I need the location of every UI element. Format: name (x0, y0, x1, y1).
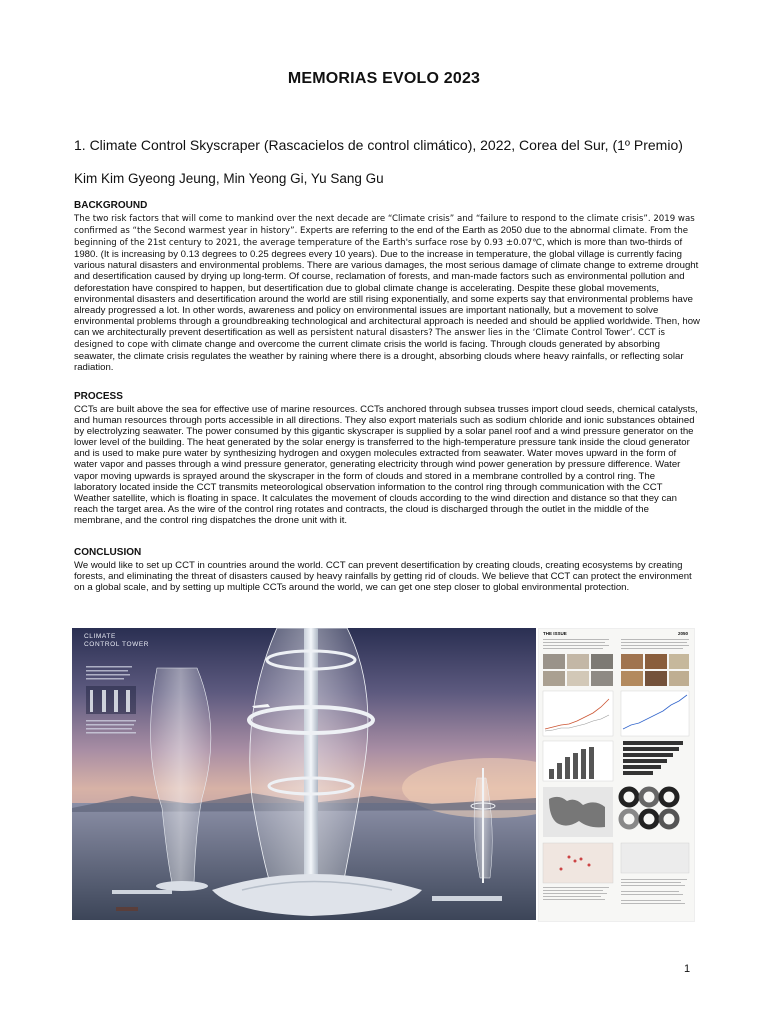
background-text-1: The two risk factors that will come to mankind over the next decade are “Climate crisis” and “failure to respond to the climate crisis”. 2019 was confirmed as “the Second warmest year in history”. Experts (74, 214, 695, 237)
poster-title (84, 633, 149, 649)
background-heading: BACKGROUND (74, 200, 148, 211)
process-section (74, 391, 700, 526)
background-section (74, 200, 700, 373)
background-text-3: climate. From the beginning of the 21st century to 2021, the average temperature of the Earth's surface rose by 0.93 ±0.07℃ (74, 226, 689, 249)
research-poster-label-left: THE ISSUE (543, 631, 567, 636)
poster-artwork (72, 628, 536, 920)
poster-title-line-2: CONTROL TOWER (84, 641, 150, 648)
research-poster-artwork (539, 629, 694, 921)
research-poster-label-right: 2050 (677, 631, 688, 636)
background-text-6: climate change and overcome the current climate crisis the world is facing. Through clouds generated by absorbing seawater, the climate crisis regulates the weather by raining where there is a drought, absorbing clouds where heavy rainfalls, or reflecting solar radiation. (74, 339, 684, 374)
conclusion-text: We would like to set up CCT in countries around the world. CCT can prevent desertification by creating clouds, creating ecosystems by creating forests, and eliminating the threat of disasters caused by heavy rainfalls by getting rid of clouds. We believe that CCT can protect the environment on a global scale, and by setting up multiple CCTs around the world, we can get one step closer to global environmental protection. (74, 560, 692, 594)
background-paragraph (74, 213, 700, 373)
background-text-5: persistent natural disasters? The answer lies in the ‘Climate Control Tower’. CCT is designed to cope with (74, 327, 665, 351)
document-title: MEMORIAS EVOLO 2023 (287, 70, 481, 87)
conclusion-section (74, 547, 700, 593)
process-heading: PROCESS (74, 391, 123, 402)
entry-heading: 1. Climate Control Skyscraper (Rascacielos de control climático), 2022, Corea del Sur, (1º Premio) (74, 137, 683, 153)
process-text: CCTs are built above the sea for effective use of marine resources. CCTs anchored through subsea trusses import cloud seeds, chemical catalysts, and human resources through ports accessible in all directions. They also export materials such as sodium chloride and ionic substances obtained by electrolyzing seawater. The power consumed by this gigantic skyscraper is supplied by a solar panel roof and a wind pressure generator on the lower level of the building. The heat generated by the solar energy is transferred to the high-temperature pressure tank inside the cloud generator and is used to make pure water by synthesizing hydrogen and oxygen molecules extracted from seawater. Water moves upward in the form of water vapor and passes through a wind pressure generator, generating electricity through wind power generation by pressure difference. Water vapor moving upwards is sprayed around the skyscraper in the form of clouds and stored in a membrane controlled by a control ring. The laboratory located inside the CCT transmits meteorological observation information to the control ring through communication with the CCT Weather satellite, which is floating in space. It calculates the movement of clouds according to the wind direction and distance so that they can reach the target area. As the wire of the control ring rotates and contracts, the cloud is discharged through the outlet in the middle of the membrane, and the control ring dispatches the drone unit with it. (74, 404, 698, 526)
authors-line: Kim Kim Gyeong Jeung, Min Yeong Gi, Yu Sang Gu (74, 171, 384, 186)
poster-title-line-1: CLIMATE (84, 633, 116, 640)
background-text-4: , which is more than two-thirds of 1980. (It is increasing by 0.13 degrees to 0.25 degrees every 10 years). Due to the increase in temperature, the global village is currently facing various natural disasters and environmental problems. There are various damages, the most serious damage of climate change to extreme drought and desertification caused by drying up long-term. Of course, reclamation of forests, and man-made factors such as environmental pollution and deforestation have conspired to happen, but desertification due to global climate change is accelerating. Despite these global movements, environmental disasters and desertification around the world are still rising exponentially, and some experts say that environmental problems have already progressed a lot. In other words, awareness and policy on environmental issues are important nationally, but a movement to solve environmental problems through a groundbreaking technological and architectural approach is needed and should be applied worldwide. Then, how can we architecturally prevent desertification as well as (74, 237, 700, 338)
research-poster (538, 628, 695, 922)
page-number: 1 (684, 963, 691, 975)
background-text-2: are referring to the end of the Earth as 2050 due to the abnormal (332, 225, 613, 237)
conclusion-heading: CONCLUSION (74, 547, 142, 558)
poster-rendering (72, 628, 536, 920)
